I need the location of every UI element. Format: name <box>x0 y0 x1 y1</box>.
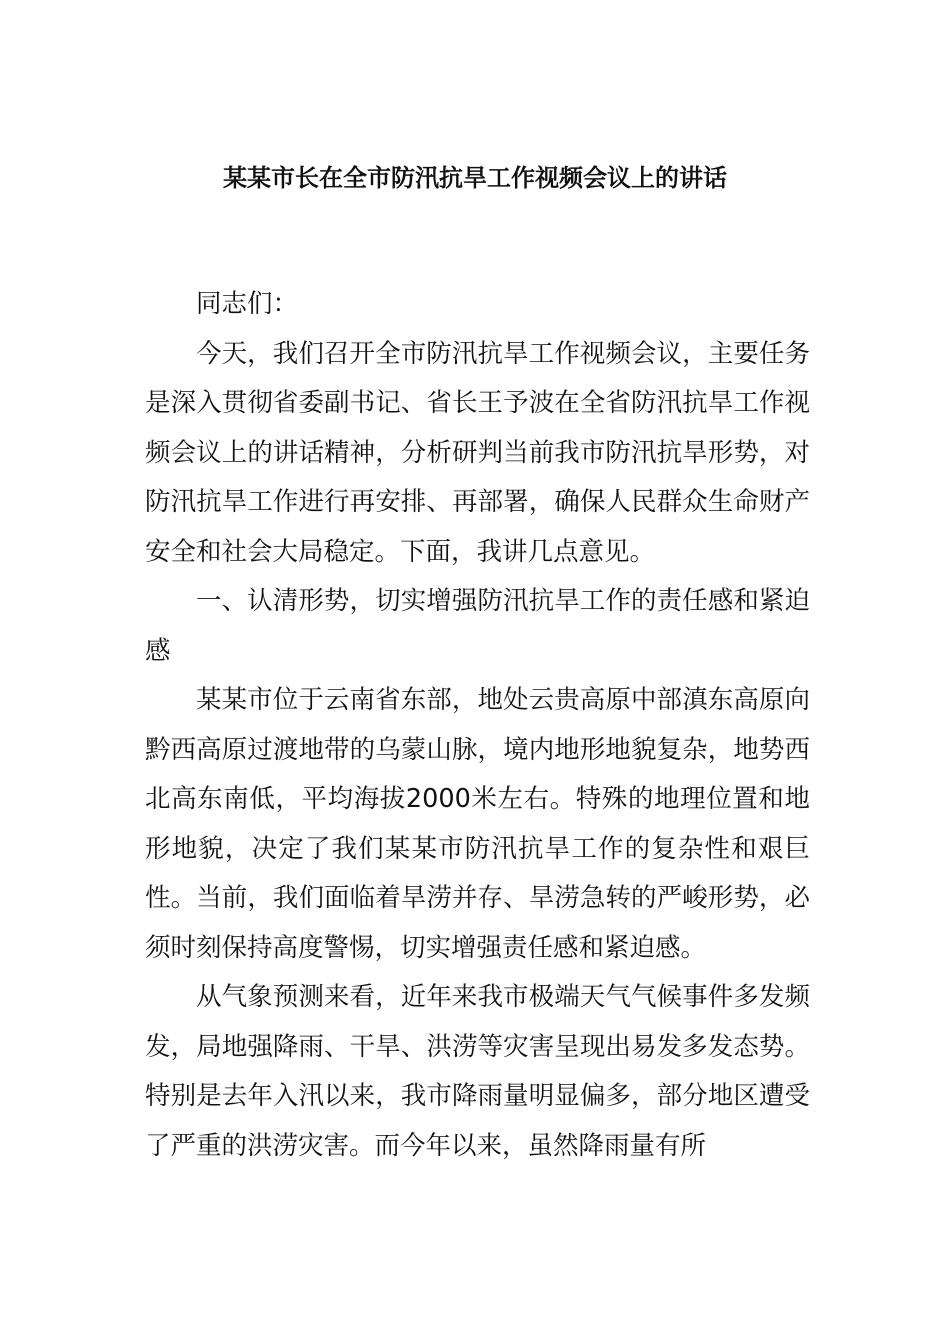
document-body <box>145 280 810 1171</box>
document-title: 某某市长在全市防汛抗旱工作视频会议上的讲话 <box>223 164 727 192</box>
salutation-paragraph: 同志们： <box>196 289 299 319</box>
body-paragraph: 某某市位于云南省东部，地处云贵高原中部滇东高原向黔西高原过渡地带的乌蒙山脉，境内地形地貌复杂，地势西北高东南低，平均海拔2000米左右。特殊的地理位置和地形地貌，决定了我们某某市防汛抗旱工作的复杂性和艰巨性。当前，我们面临着旱涝并存、旱涝急转的严峻形势，必须时刻保持高度警惕，切实增强责任感和紧迫感。 <box>145 685 810 963</box>
body-paragraph: 从气象预测来看，近年来我市极端天气气候事件多发频发，局地强降雨、干旱、洪涝等灾害呈现出易发多发态势。特别是去年入汛以来，我市降雨量明显偏多，部分地区遭受了严重的洪涝灾害。而今年以来，虽然降雨量有所 <box>145 982 810 1161</box>
section-heading-1: 一、认清形势，切实增强防汛抗旱工作的责任感和紧迫感 <box>145 586 810 666</box>
intro-paragraph: 今天，我们召开全市防汛抗旱工作视频会议，主要任务是深入贯彻省委副书记、省长王予波在全省防汛抗旱工作视频会议上的讲话精神，分析研判当前我市防汛抗旱形势，对防汛抗旱工作进行再安排、再部署，确保人民群众生命财产安全和社会大局稳定。下面，我讲几点意见。 <box>145 338 810 567</box>
